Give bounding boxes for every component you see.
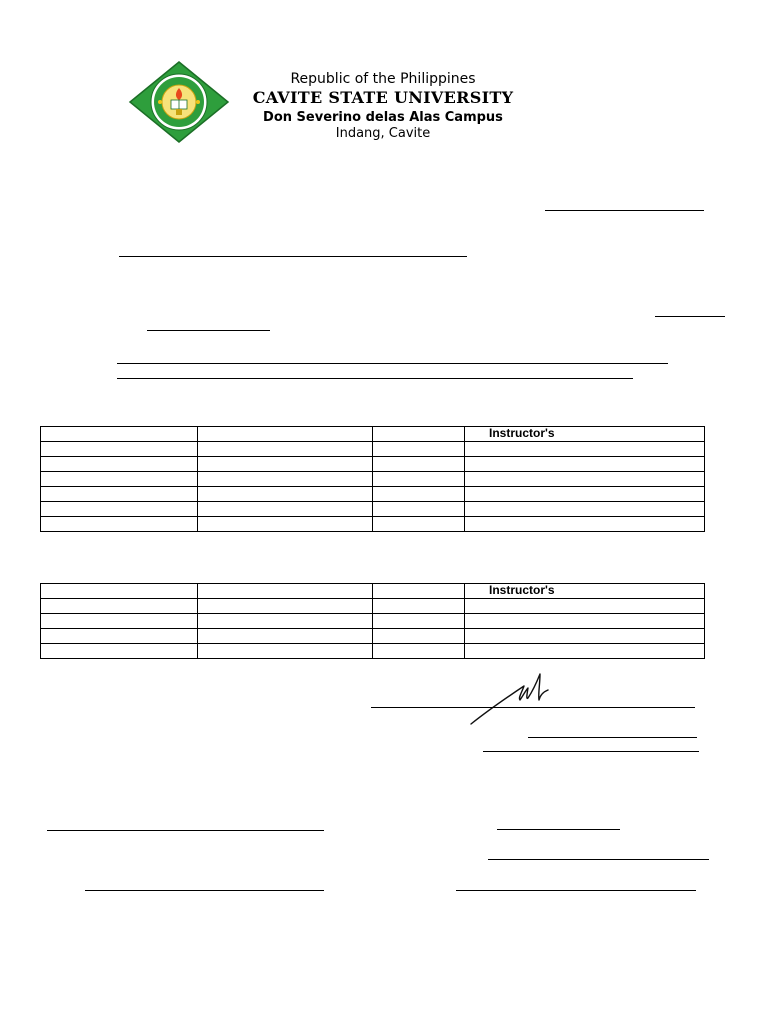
reason-line-1 (117, 363, 668, 364)
table-row (41, 614, 705, 629)
header-location: Indang, Cavite (335, 126, 431, 141)
date-line (545, 210, 704, 211)
table-header-row (41, 427, 705, 442)
table-row (41, 487, 705, 502)
signature-line-left-1 (47, 830, 324, 831)
instructor-header: Instructor's (465, 584, 705, 599)
table-cell (373, 584, 465, 599)
position-line (483, 751, 699, 752)
subjects-table-2 (40, 583, 705, 659)
table-row (41, 629, 705, 644)
date-signed-line (528, 737, 697, 738)
handwritten-signature (466, 664, 556, 728)
subjects-table-1 (40, 426, 705, 532)
table-cell (41, 584, 198, 599)
table-row (41, 442, 705, 457)
instructor-header: Instructor's (465, 427, 705, 442)
blank-line-left (147, 330, 270, 331)
signature-line-student (371, 707, 695, 708)
table-cell (198, 584, 373, 599)
name-line (119, 256, 467, 257)
signature-line-left-2 (85, 890, 324, 891)
table-row (41, 517, 705, 532)
table-row (41, 472, 705, 487)
header-campus: Don Severino delas Alas Campus (263, 110, 503, 125)
table-row (41, 599, 705, 614)
signature-line-right-1 (488, 859, 709, 860)
table-row (41, 457, 705, 472)
signature-line-right-2 (456, 890, 696, 891)
short-line-right (497, 829, 620, 830)
table-header-row (41, 584, 705, 599)
reason-line-2 (117, 378, 633, 379)
table-row (41, 644, 705, 659)
header-university-name: CAVITE STATE UNIVERSITY (252, 88, 514, 107)
university-seal-logo (128, 60, 230, 144)
table-row (41, 502, 705, 517)
table-cell (198, 427, 373, 442)
table-cell (373, 427, 465, 442)
blank-line-right (655, 316, 725, 317)
table-cell (41, 427, 198, 442)
header-republic: Republic of the Philippines (290, 71, 476, 87)
